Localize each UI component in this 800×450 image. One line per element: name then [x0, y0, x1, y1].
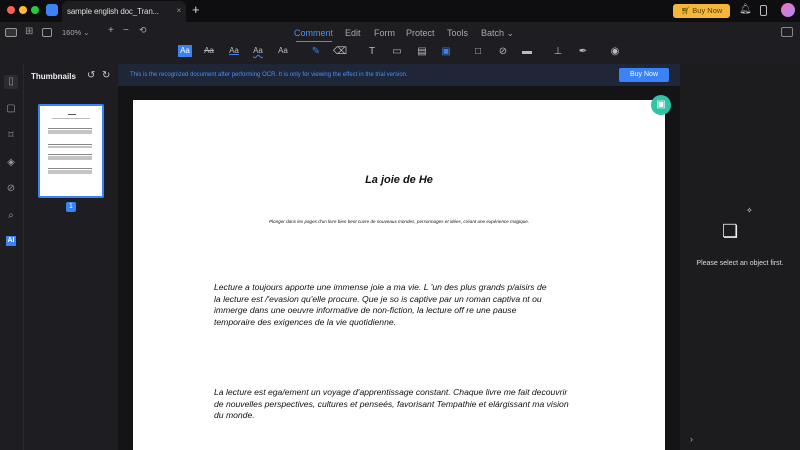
new-tab-button[interactable]: + [192, 2, 200, 17]
sidebar-toggle-icon[interactable] [5, 28, 17, 37]
thumbnails-title: Thumbnails [31, 72, 76, 81]
maximize-window-button[interactable] [31, 6, 39, 14]
banner-buy-now-button[interactable]: Buy Now [619, 68, 669, 82]
attachment-icon[interactable]: ⊘ [6, 183, 16, 194]
properties-panel [680, 64, 800, 450]
rotate-right-icon[interactable]: ↻ [102, 70, 111, 81]
zoom-value: 160% [62, 28, 82, 37]
menu-batch[interactable]: Batch ⌄ [481, 28, 515, 38]
layers-icon[interactable]: ◈ [7, 157, 15, 168]
document-subtitle: Plonger dans les pages d'un livre bien bent cuvre de nouveaux mondes, personnages et idées, créant une expérience magique. [268, 219, 530, 224]
ocr-trial-banner [118, 64, 680, 86]
ocr-image-icon[interactable]: ▣ [651, 95, 671, 115]
measure-icon[interactable]: ▬ [522, 46, 532, 57]
menu-comment[interactable]: Comment [294, 28, 334, 38]
no-selection-message: Please select an object first. [696, 260, 784, 267]
zoom-out-button[interactable]: − [123, 25, 129, 36]
bookmark-icon[interactable]: ⌑ [8, 130, 14, 141]
menu-tools[interactable]: Tools [447, 28, 469, 38]
menu-edit[interactable]: Edit [345, 28, 361, 38]
buy-now-label: Buy Now [692, 6, 723, 15]
menu-protect[interactable]: Protect [406, 28, 435, 38]
buy-now-button[interactable] [673, 4, 730, 18]
stamp-icon[interactable]: ⊥ [553, 46, 563, 57]
eye-icon[interactable]: ◉ [610, 46, 620, 57]
minimize-window-button[interactable] [19, 6, 27, 14]
highlighter-icon[interactable]: ✎ [311, 46, 321, 57]
sticky-note-icon[interactable]: ▣ [441, 46, 451, 57]
banner-text: This is the recognized document after performing OCR. It is only for viewing the effect in the trial version. [130, 72, 408, 78]
signature-pen-icon[interactable]: ✒ [578, 46, 588, 57]
caret-tool[interactable]: Aa [278, 46, 288, 55]
comment-icon[interactable]: ▢ [6, 103, 16, 114]
page-view-icon[interactable] [42, 28, 52, 37]
page-icon[interactable]: ▯ [4, 75, 18, 89]
strikethrough-tool[interactable]: Aa [204, 46, 214, 55]
page-thumbnail[interactable] [38, 104, 104, 198]
zoom-in-button[interactable]: + [108, 25, 114, 36]
rectangle-icon[interactable]: □ [474, 46, 482, 57]
menu-batch-label: Batch [481, 28, 505, 38]
rotate-left-icon[interactable]: ↺ [87, 70, 96, 81]
grid-view-icon[interactable]: ⊞ [25, 26, 34, 37]
cart-icon: 🛒︎ [680, 6, 693, 15]
eraser-icon[interactable]: ⌫ [333, 46, 348, 57]
tab-close-icon[interactable]: × [176, 6, 181, 15]
page-number-badge: 1 [66, 202, 76, 212]
thumbnails-panel [24, 64, 118, 450]
bell-icon[interactable]: 🔔︎ [739, 4, 752, 15]
sparkle-icon: ✧ [746, 206, 753, 215]
app-logo-icon [46, 4, 58, 16]
zoom-select[interactable]: 160% ⌄ [62, 28, 90, 37]
title-bar [0, 0, 800, 22]
attachment-icon[interactable]: ⊘ [498, 46, 508, 57]
menu-form[interactable]: Form [374, 28, 395, 38]
highlight-tool[interactable]: Aa [178, 45, 192, 57]
squiggly-tool[interactable]: Aa [253, 46, 263, 55]
search-icon[interactable]: ⌕ [8, 210, 14, 221]
avatar[interactable] [781, 3, 795, 17]
document-page [133, 100, 665, 450]
right-panel-toggle-icon[interactable] [781, 27, 793, 37]
callout-icon[interactable]: ▤ [417, 46, 427, 57]
document-paragraph: La lecture est ega/ement un voyage d'apprentissage constant. Chaque livre me fait decouvrir de nouvelles perspectives, cultures et penseés, favorisant Tempathie et elárgissant ma vision du monde. [214, 387, 569, 420]
document-tab[interactable] [62, 1, 186, 22]
empty-selection-icon: ❏ [722, 221, 739, 241]
ai-icon[interactable]: AI [7, 237, 15, 244]
active-menu-indicator [296, 41, 332, 42]
mobile-icon[interactable] [760, 5, 767, 16]
close-window-button[interactable] [7, 6, 15, 14]
left-icon-rail [0, 64, 24, 450]
textbox-icon[interactable]: ▭ [392, 46, 402, 57]
underline-tool[interactable]: Aa [229, 46, 239, 55]
fit-page-icon[interactable]: ⟲ [139, 25, 147, 35]
text-tool-icon[interactable]: T [368, 46, 376, 57]
toolbar [0, 22, 800, 64]
document-paragraph: Lecture a toujours apporte une immense joie a ma vie. L 'un des plus grands p/aisirs de la lecture est /'evasion qu'elle procure. Que je so is captive par un roman captiva nt ou immerge dans une oeuvre informative de non-fiction, la lecture off re une pause temporaire des exigences de la vie quotidienne. [214, 282, 547, 327]
tab-title: sample english doc_Tran... [67, 7, 159, 16]
expand-panel-icon[interactable]: › [690, 434, 693, 444]
document-title: La joie de He [365, 174, 433, 186]
